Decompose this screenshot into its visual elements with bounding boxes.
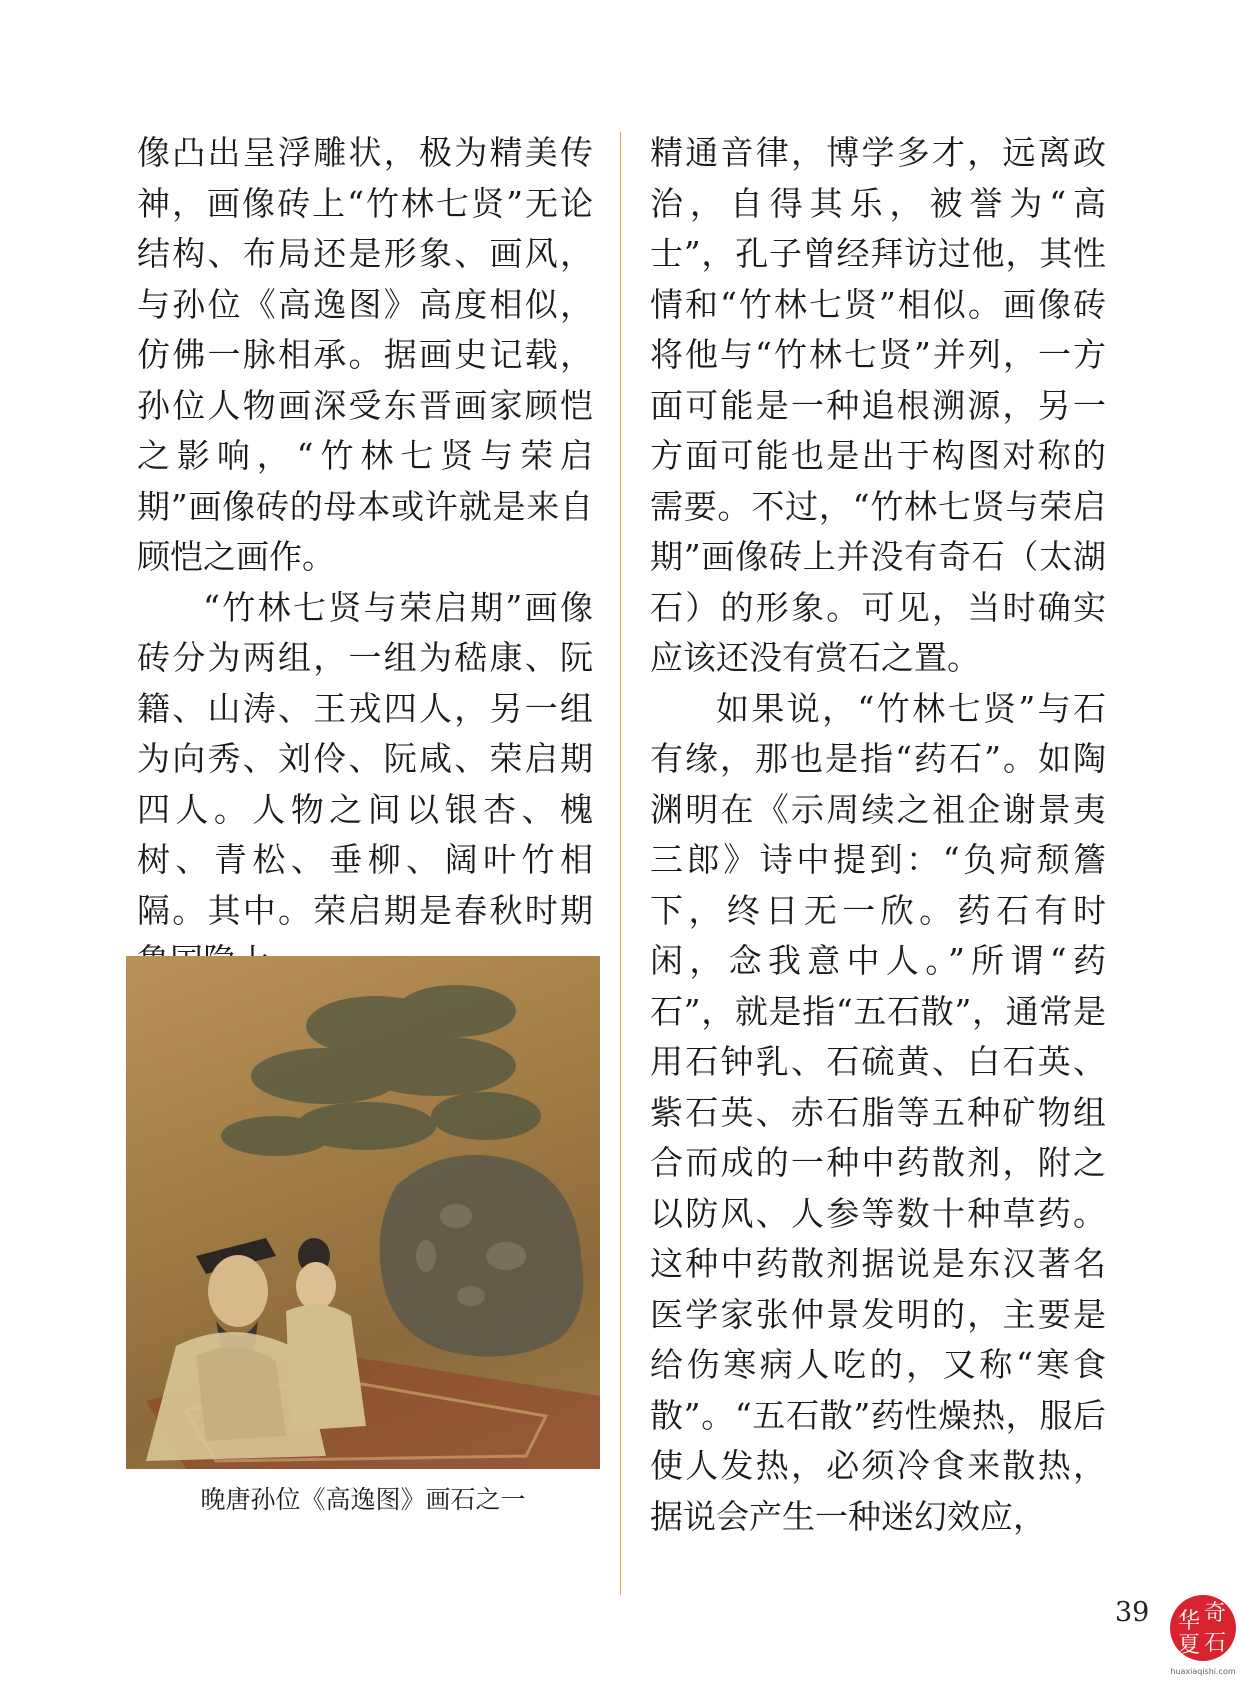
figure-caption: 晚唐孙位《高逸图》画石之一: [200, 1485, 526, 1514]
site-logo: [1168, 1588, 1238, 1680]
painting-illustration: [126, 956, 600, 1469]
right-paragraph-2: 如果说，“竹林七贤”与石有缘，那也是指“药石”。如陶渊明在《示周续之祖企谢景夷三郎》诗中提到：“负疴颓簷下，终日无一欣。药石有时闲，念我意中人。”所谓“药石”，就是指“五石散”，通常是用石钟乳、石硫黄、白石英、紫石英、赤石脂等五种矿物组合而成的一种中药散剂，附之以防风、人参等数十种草药。这种中药散剂据说是东汉著名医学家张仲景发明的，主要是给伤寒病人吃的，又称“寒食散”。“五石散”药性燥热，服后使人发热，必须冷食来散热，据说会产生一种迷幻效应，: [650, 688, 1106, 1536]
taihu-rock: [380, 1155, 584, 1357]
servant-figure: [286, 1238, 366, 1431]
logo-url: huaxiaqishi.com: [1170, 1667, 1236, 1676]
painting-image: [126, 956, 600, 1469]
logo-char-2: 奇: [1204, 1601, 1227, 1626]
logo-char-3: 夏: [1178, 1633, 1201, 1658]
right-text-column: [650, 128, 1106, 1542]
logo-char-4: 石: [1204, 1631, 1227, 1656]
left-paragraph-2: “竹林七贤与荣启期”画像砖分为两组，一组为嵇康、阮籍、山涛、王戎四人，另一组为向秀、刘伶、阮咸、荣启期四人。人物之间以银杏、槐树、青松、垂柳、阔叶竹相隔。其中。荣启期是春秋时期: [137, 587, 593, 930]
column-divider: [620, 132, 621, 1595]
left-paragraph-1: 像凸出呈浮雕状，极为精美传神，画像砖上“竹林七贤”无论结构、布局还是形象、画风，与孙位《高逸图》高度相似，仿佛一脉相承。据画史记载，孙位人物画深受东晋画家顾恺之影响，“竹林七贤与荣启期”画像砖的母本或许就是来自顾恺之画作。: [137, 133, 593, 576]
right-paragraph-1: 精通音律，博学多才，远离政治，自得其乐，被誉为“高士”，孔子曾经拜访过他，其性情和“竹林七贤”相似。画像砖将他与“竹林七贤”并列，一方面可能是一种追根溯源，另一方面可能也是出于构图对称的需要。不过，“竹林七贤与荣启期”画像砖上并没有奇石（太湖石）的形象。可见，当时确实应该还没有赏石之置。: [650, 133, 1106, 677]
left-text-column: [137, 128, 593, 987]
logo-char-1: 华: [1178, 1609, 1201, 1634]
pine-foliage: [221, 985, 541, 1156]
page-number: 39: [1115, 1597, 1150, 1628]
